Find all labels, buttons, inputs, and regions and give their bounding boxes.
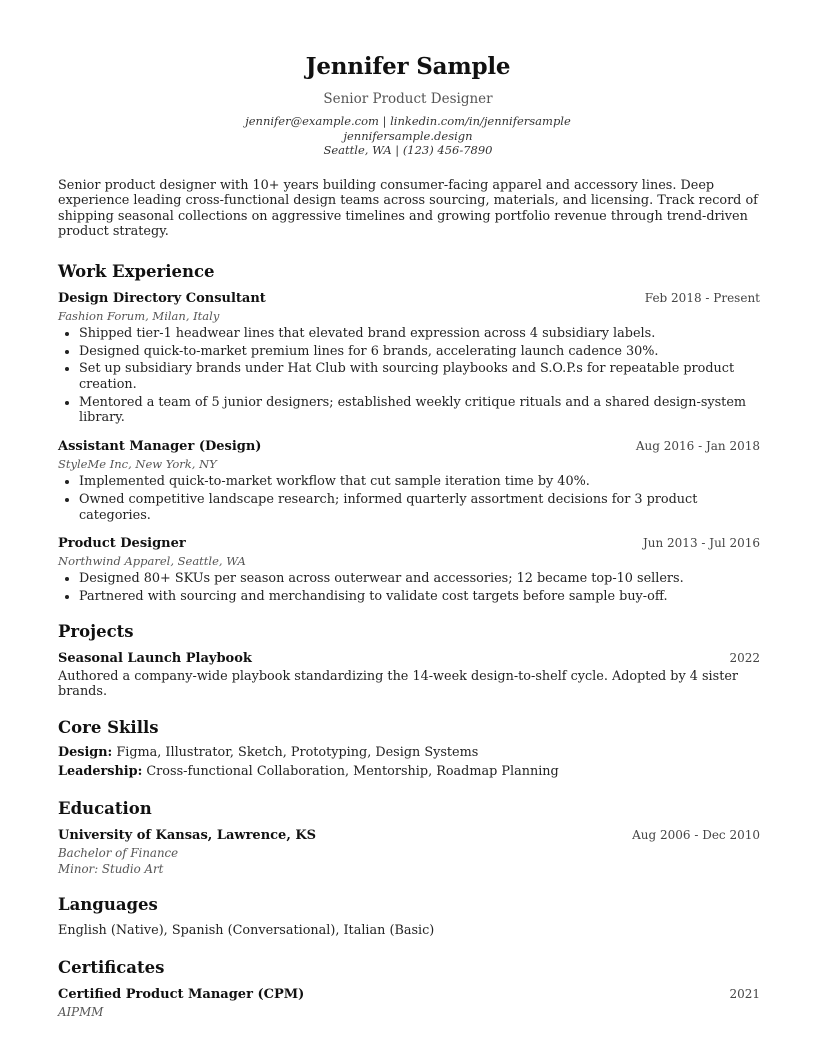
candidate-headline: Senior Product Designer (323, 91, 493, 107)
work-experience-section (58, 261, 760, 605)
education-section (58, 798, 760, 877)
job-title: Product Designer (58, 536, 186, 552)
achievement-item: • Mentored a team of 5 junior designers; established weekly critique rituals and a shared design-system library. (79, 395, 760, 426)
skill-label: Leadership: (58, 763, 143, 779)
achievement-item: • Owned competitive landscape research; informed quarterly assortment decisions for 3 product categories. (79, 492, 760, 523)
certificate-entry (58, 985, 760, 1020)
section-title-skills: Core Skills (58, 717, 159, 737)
job-dates: Feb 2018 - Present (644, 290, 760, 305)
achievement-item: • Set up subsidiary brands under Hat Club with sourcing playbooks and S.O.P.s for repeatable product creation. (79, 361, 760, 392)
skill-label: Design: (58, 744, 113, 760)
work-entry (58, 437, 760, 523)
company-location: Fashion Forum, Milan, Italy (58, 308, 220, 323)
section-title-work: Work Experience (58, 261, 215, 281)
entry-header (58, 437, 760, 456)
languages-section (58, 894, 760, 939)
entry-header (58, 534, 760, 553)
work-entry (58, 534, 760, 604)
resume-body (58, 178, 760, 1020)
skills-section (58, 717, 760, 781)
section-title-education: Education (58, 798, 152, 818)
languages-text: English (Native), Spanish (Conversational), Italian (Basic) (58, 922, 435, 938)
skill-row (58, 762, 760, 781)
entry-header (58, 826, 760, 845)
entry-header (58, 289, 760, 308)
company-location: Northwind Apparel, Seattle, WA (58, 554, 246, 569)
certificate-issuer: AIPMM (58, 1005, 104, 1020)
certificate-name: Certified Product Manager (CPM) (58, 987, 305, 1003)
achievement-item: • Designed 80+ SKUs per season across outerwear and accessories; 12 became top-10 sellers. (79, 571, 760, 587)
entry-header (58, 985, 760, 1004)
summary-text: Senior product designer with 10+ years building consumer-facing apparel and accessory lines. Deep experience leading cross-functional design teams across sourcing, materials, and licensing. Track record of shipping seasonal collections on aggressive timelines and growing portfolio revenue through trend-driven product strategy. (58, 178, 758, 240)
project-name: Seasonal Launch Playbook (58, 650, 252, 666)
skills-list (58, 743, 760, 781)
contact-location-phone: Seattle, WA | (123) 456-7890 (323, 143, 493, 157)
candidate-name: Jennifer Sample (305, 53, 511, 80)
work-entry (58, 289, 760, 426)
section-title-certificates: Certificates (58, 958, 165, 978)
project-year: 2022 (729, 650, 760, 665)
company-location: StyleMe Inc, New York, NY (58, 457, 217, 472)
skill-row (58, 743, 760, 762)
achievement-item: • Shipped tier-1 headwear lines that elevated brand expression across 4 subsidiary labels. (79, 326, 760, 342)
resume-header (0, 52, 816, 158)
section-title-projects: Projects (58, 621, 134, 641)
degree: Bachelor of Finance (58, 845, 179, 860)
achievement-list (58, 571, 760, 604)
project-entry (58, 649, 760, 700)
skill-value: Figma, Illustrator, Sketch, Prototyping, Design Systems (116, 744, 479, 760)
skill-value: Cross-functional Collaboration, Mentorship, Roadmap Planning (146, 763, 559, 779)
entry-header (58, 649, 760, 668)
education-entry (58, 826, 760, 877)
certificate-year: 2021 (729, 987, 760, 1002)
certificates-section (58, 957, 760, 1020)
job-title: Design Directory Consultant (58, 290, 266, 306)
education-dates: Aug 2006 - Dec 2010 (632, 827, 760, 842)
project-description: Authored a company-wide playbook standardizing the 14-week design-to-shelf cycle. Adopted by 4 sister brands. (58, 668, 739, 700)
contact-info (0, 114, 816, 158)
projects-section (58, 621, 760, 700)
achievement-item: • Partnered with sourcing and merchandising to validate cost targets before sample buy-off. (79, 589, 760, 605)
contact-email-linkedin: jennifer@example.com | linkedin.com/in/jennifersample (245, 114, 571, 128)
job-title: Assistant Manager (Design) (58, 439, 262, 455)
minor: Minor: Studio Art (58, 861, 164, 876)
achievement-item: • Designed quick-to-market premium lines for 6 brands, accelerating launch cadence 30%. (79, 344, 760, 360)
achievement-list (58, 474, 760, 523)
job-dates: Jun 2013 - Jul 2016 (642, 536, 760, 551)
achievement-list (58, 326, 760, 426)
achievement-item: • Implemented quick-to-market workflow that cut sample iteration time by 40%. (79, 474, 760, 490)
job-dates: Aug 2016 - Jan 2018 (635, 439, 760, 454)
contact-website: jennifersample.design (343, 128, 473, 143)
section-title-languages: Languages (58, 894, 158, 914)
school-name: University of Kansas, Lawrence, KS (58, 827, 317, 843)
